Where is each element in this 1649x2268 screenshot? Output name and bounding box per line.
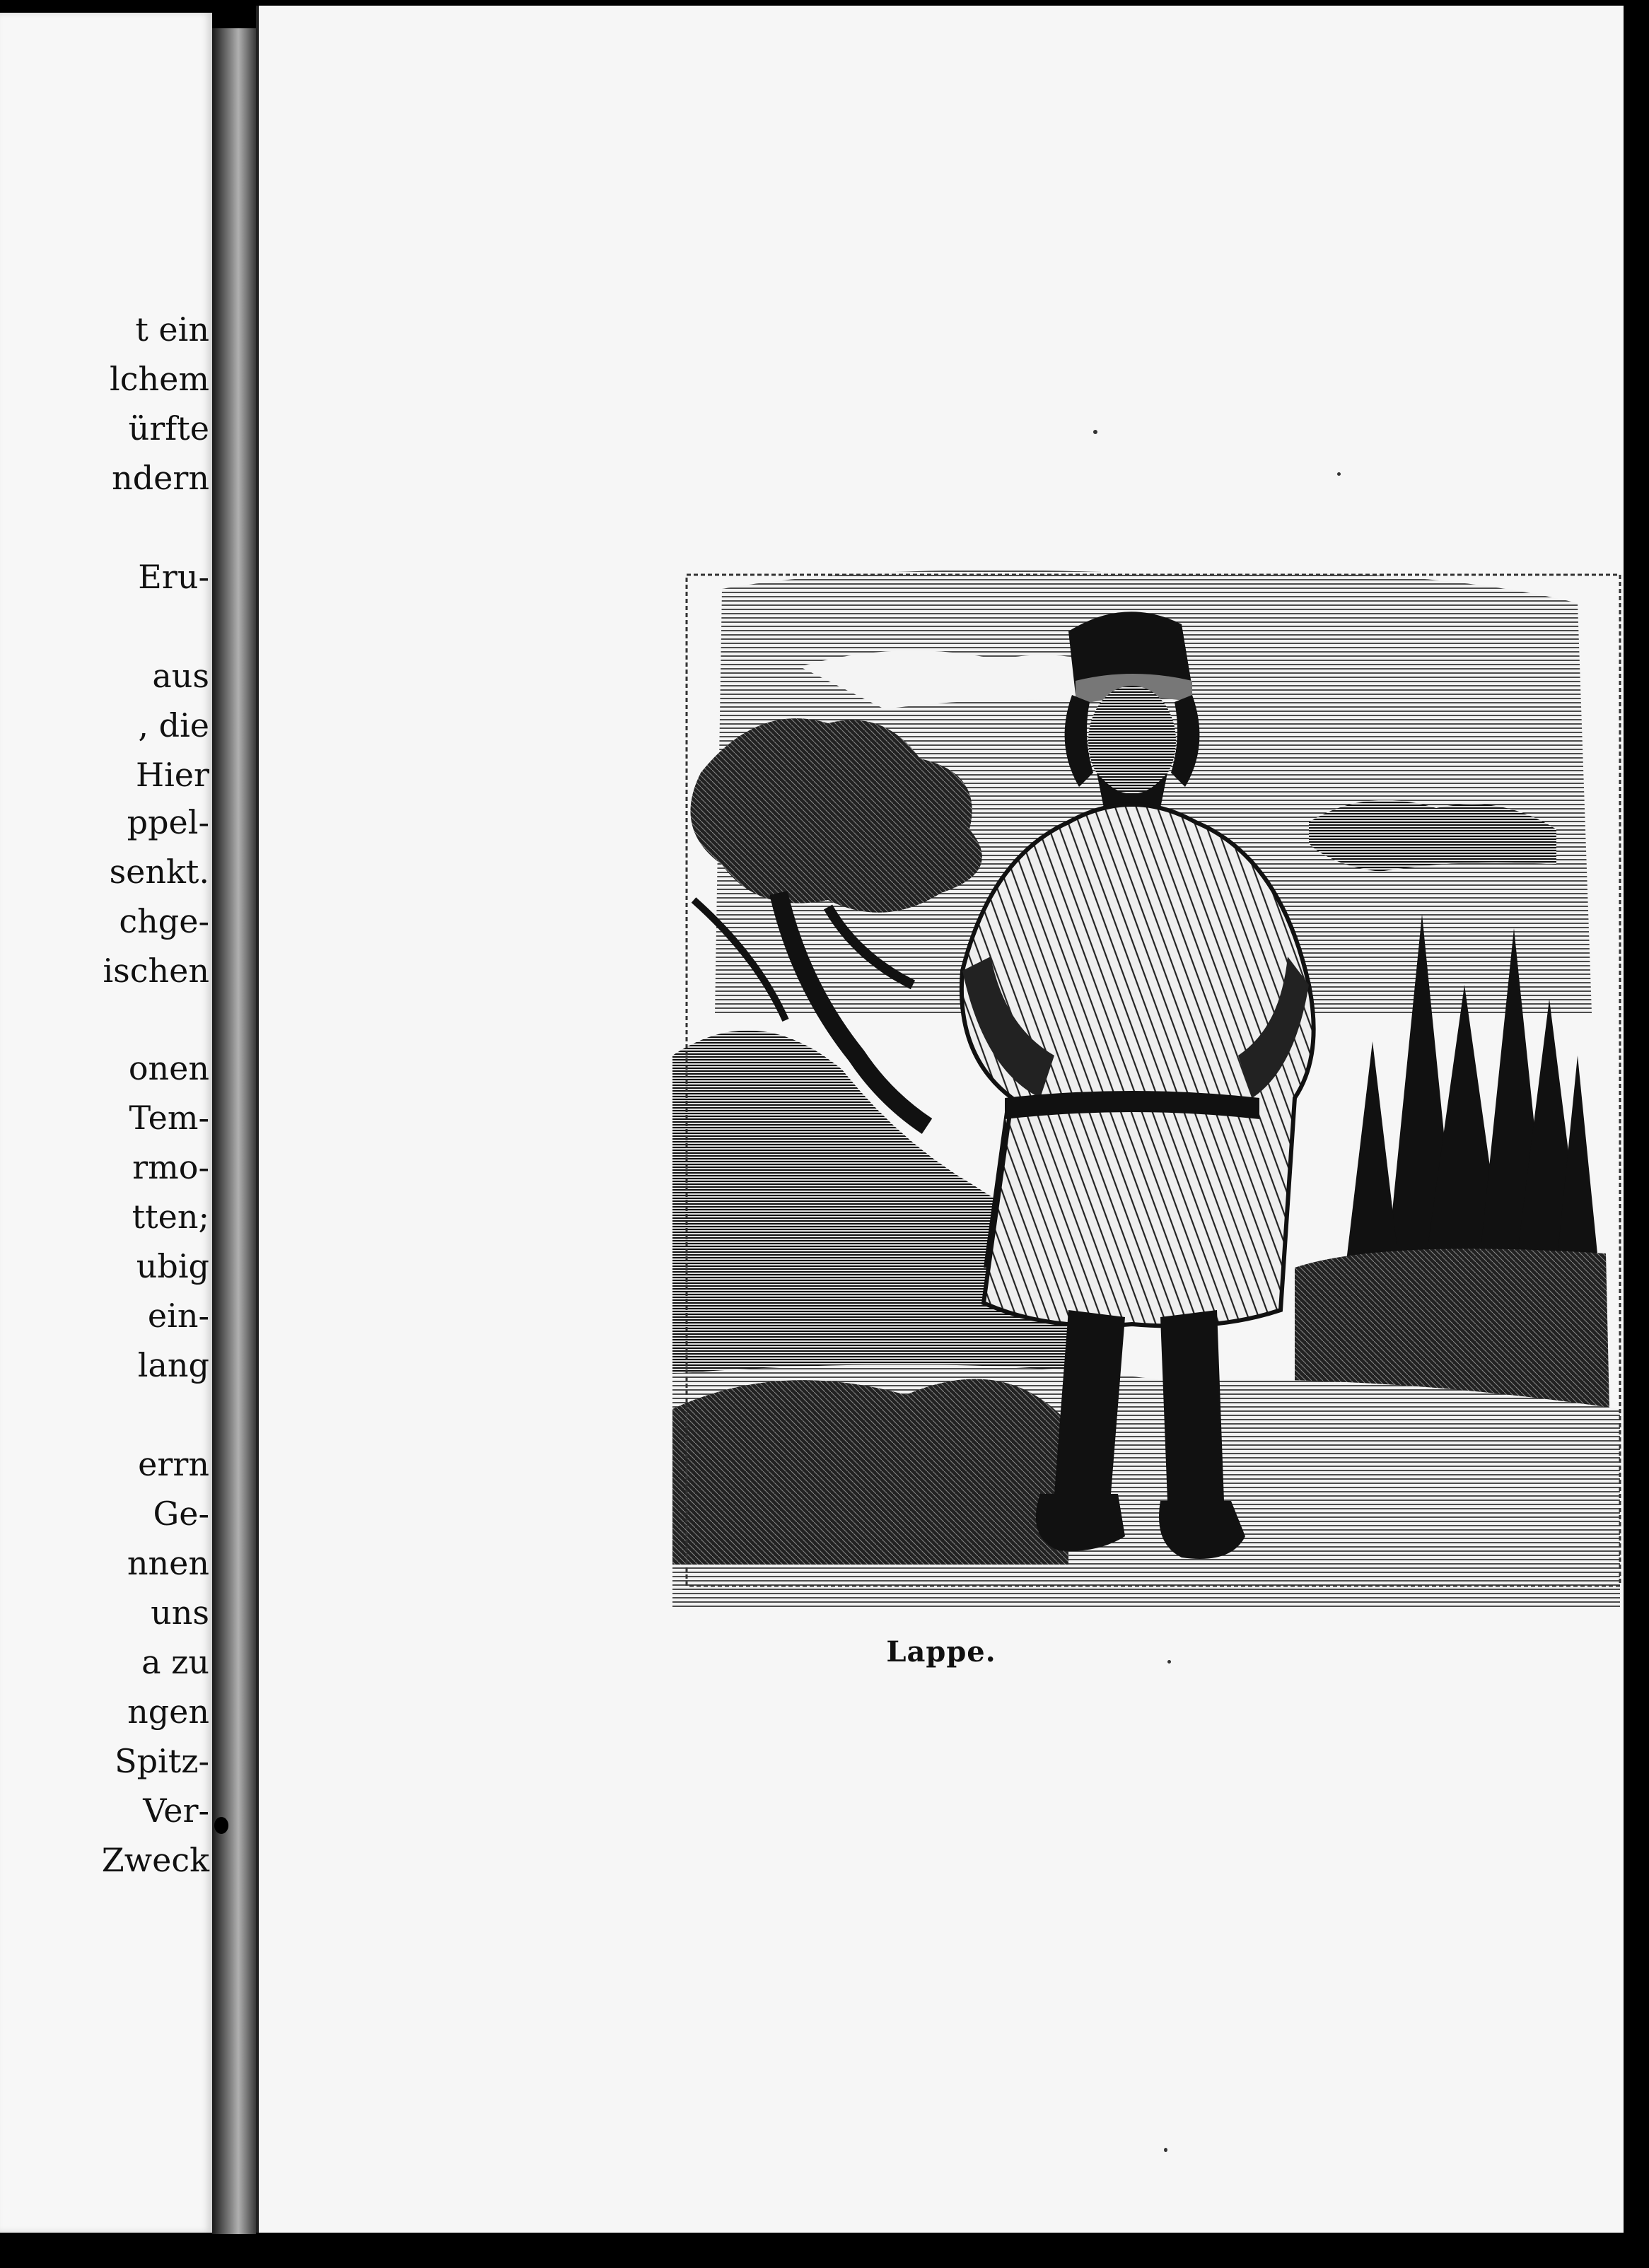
- text-line-fragment: tten;: [132, 1198, 209, 1236]
- illustration-caption: Lappe.: [886, 1635, 996, 1668]
- text-line-fragment: errn: [138, 1445, 209, 1483]
- text-line-fragment: , die: [138, 706, 209, 744]
- scan-speck: [1337, 472, 1341, 476]
- text-line-fragment: nnen: [127, 1544, 209, 1582]
- scan-speck: [1093, 430, 1097, 434]
- left-page: [0, 13, 212, 2233]
- scan-speck: [1164, 2148, 1167, 2152]
- text-line-fragment: senkt.: [109, 853, 209, 891]
- text-line-fragment: ngen: [127, 1693, 209, 1731]
- text-line-fragment: lang: [137, 1346, 209, 1384]
- text-line-fragment: aus: [152, 657, 209, 695]
- text-line-fragment: chge-: [119, 902, 209, 940]
- text-line-fragment: ndern: [112, 459, 209, 497]
- text-line-fragment: ubig: [136, 1247, 209, 1285]
- text-line-fragment: Ver-: [143, 1791, 209, 1830]
- text-line-fragment: Eru-: [138, 558, 209, 596]
- text-line-fragment: lchem: [110, 360, 209, 398]
- right-page: [256, 6, 1624, 2233]
- foreground-shrubs: [672, 1379, 1068, 1565]
- binding-hole: [214, 1817, 228, 1834]
- illustration-svg: [672, 561, 1648, 1607]
- text-line-fragment: Tem-: [129, 1099, 209, 1137]
- woodcut-illustration: [672, 561, 1648, 1607]
- text-line-fragment: ürfte: [128, 409, 209, 448]
- text-line-fragment: uns: [151, 1594, 209, 1632]
- text-line-fragment: Spitz-: [115, 1742, 209, 1780]
- text-line-fragment: ischen: [103, 952, 209, 990]
- text-line-fragment: Hier: [135, 756, 209, 794]
- text-line-fragment: a zu: [141, 1643, 209, 1681]
- book-gutter: [212, 28, 256, 2234]
- text-line-fragment: rmo-: [132, 1148, 209, 1186]
- text-line-fragment: Ge-: [153, 1495, 209, 1533]
- text-line-fragment: ppel-: [127, 803, 209, 841]
- text-line-fragment: t ein: [135, 310, 209, 349]
- text-line-fragment: ein-: [147, 1297, 209, 1335]
- text-line-fragment: onen: [128, 1049, 209, 1087]
- scan-speck: [1167, 1660, 1171, 1664]
- text-line-fragment: Zweck: [101, 1841, 209, 1879]
